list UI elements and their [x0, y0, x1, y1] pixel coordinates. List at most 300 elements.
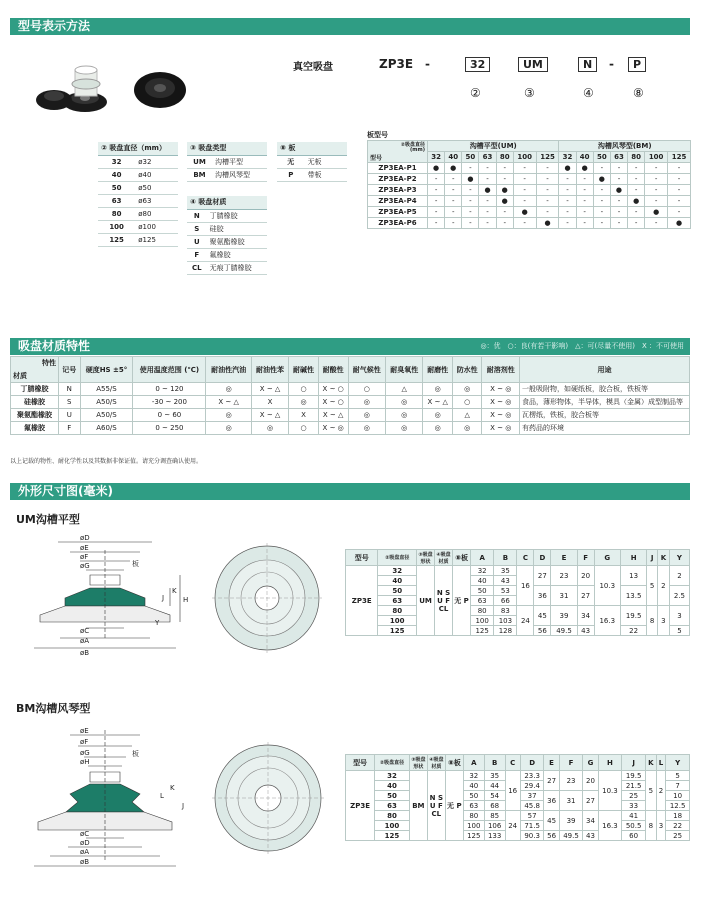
dim-y: 10: [666, 791, 690, 801]
model-code: [293, 58, 693, 72]
option-label: 无痕丁腈橡胶: [207, 261, 267, 274]
um-mark: -: [536, 174, 559, 185]
um-mark: -: [479, 196, 496, 207]
dim-a: 63: [463, 801, 484, 811]
material-name: 聚氨酯橡胶: [11, 409, 59, 422]
dim-j: 19.5: [622, 771, 646, 781]
table-cell: N: [59, 383, 81, 396]
table-cell: ◎: [206, 383, 251, 396]
code-number-material: ④: [583, 86, 594, 100]
table-cell: ◎: [385, 409, 422, 422]
code-sep-2: -: [609, 57, 614, 71]
dim-b: 128: [494, 626, 517, 636]
plate-model-table: [367, 140, 691, 229]
table-cell: ◎: [348, 396, 385, 409]
column-header: Y: [666, 755, 690, 771]
um-mark: -: [513, 218, 536, 229]
um-mark: -: [496, 218, 513, 229]
material-table: [187, 196, 267, 275]
column-header: 耐油性苯: [251, 357, 288, 383]
table-row: [187, 261, 267, 274]
bm-dim-label: øH: [80, 758, 90, 766]
section-header-material: [10, 338, 690, 355]
size-value: 40: [378, 576, 417, 586]
um-top-view: [212, 543, 322, 653]
um-mark: -: [462, 196, 479, 207]
dim-l: 3: [656, 811, 666, 841]
bm-mark: ●: [559, 163, 576, 174]
size-value: 32: [378, 566, 417, 576]
bm-mark: -: [645, 196, 668, 207]
um-mark: -: [462, 218, 479, 229]
corner-top: ②吸盘直径: [400, 142, 425, 148]
dim-b: 103: [494, 616, 517, 626]
table-cell: ○: [289, 422, 319, 435]
option-label: ø63: [135, 194, 178, 207]
size-header: 32: [559, 152, 576, 163]
bm-mark: -: [645, 163, 668, 174]
um-dim-label: øF: [80, 553, 89, 561]
column-header: B: [494, 550, 517, 566]
dim-b: 83: [494, 606, 517, 616]
table-row: [368, 207, 691, 218]
size-value: 63: [375, 801, 410, 811]
dim-d: 90.3: [520, 831, 544, 841]
size-header: 63: [610, 152, 627, 163]
column-header: E: [551, 550, 577, 566]
bm-dim-label: øD: [80, 839, 90, 847]
size-value: 32: [375, 771, 410, 781]
bm-mark: -: [628, 207, 645, 218]
bm-mark: -: [645, 185, 668, 196]
product-photo: [30, 50, 190, 130]
material-name: 氟橡胶: [11, 422, 59, 435]
um-mark: -: [536, 207, 559, 218]
dim-e: 27: [544, 771, 559, 791]
diameter-title: ② 吸盘直径（mm）: [98, 142, 178, 155]
code-number-diameter: ②: [470, 86, 481, 100]
table-row: [368, 163, 691, 174]
dim-b: 35: [484, 771, 505, 781]
table-cell: X ~ ○: [318, 396, 348, 409]
table-cell: A50/S: [80, 409, 133, 422]
dim-j: 5: [647, 566, 658, 606]
column-header: ⑧板: [445, 755, 463, 771]
column-header: 防水性: [452, 357, 482, 383]
bm-mark: -: [576, 174, 593, 185]
um-mark: -: [513, 163, 536, 174]
table-cell: X ~ ◎: [482, 383, 520, 396]
table-row: [98, 220, 178, 233]
size-header: 100: [645, 152, 668, 163]
dim-h: 10.3: [598, 771, 622, 811]
section-header-dimensions: [10, 483, 690, 500]
um-mark: -: [428, 185, 445, 196]
spec-plate: 无 P: [453, 566, 471, 636]
bm-mark: -: [559, 185, 576, 196]
size-header: 125: [668, 152, 691, 163]
bm-mark: -: [628, 218, 645, 229]
dim-d: 71.5: [520, 821, 544, 831]
table-cell: -30 ~ 200: [133, 396, 206, 409]
table-cell: 一般吸附物，如硬纸板，胶合板，铁板等: [520, 383, 690, 396]
dim-e: 31: [551, 586, 577, 606]
um-mark: -: [513, 196, 536, 207]
bm-mark: -: [576, 196, 593, 207]
um-mark: -: [536, 163, 559, 174]
option-label: 带板: [305, 168, 347, 181]
dim-f: 27: [577, 586, 594, 606]
table-cell: ◎: [251, 422, 288, 435]
um-title: UM沟槽平型: [16, 513, 80, 526]
column-header: C: [517, 550, 534, 566]
option-code: 63: [98, 194, 135, 207]
um-mark: -: [496, 174, 513, 185]
bm-mark: -: [593, 207, 610, 218]
table-row: [187, 168, 267, 181]
size-header: 40: [576, 152, 593, 163]
option-code: 100: [98, 220, 135, 233]
bm-mark: -: [645, 174, 668, 185]
dim-y: 7: [666, 781, 690, 791]
dim-k: 3: [657, 606, 669, 636]
dim-h: 19.5: [620, 606, 646, 626]
bm-mark: -: [576, 218, 593, 229]
dim-h: 16.3: [598, 811, 622, 841]
table-row: [187, 209, 267, 222]
option-code: CL: [187, 261, 207, 274]
table-cell: X ~ ◎: [482, 409, 520, 422]
dim-j: 60: [622, 831, 646, 841]
plate-table: [277, 142, 347, 182]
column-header: F: [577, 550, 594, 566]
table-row: [98, 207, 178, 220]
um-dimension-table: [345, 549, 690, 636]
table-row: [98, 194, 178, 207]
bm-mark: -: [645, 218, 668, 229]
bm-mark: -: [610, 196, 627, 207]
table-cell: F: [59, 422, 81, 435]
bm-section-drawing: [20, 720, 200, 880]
um-mark: -: [462, 163, 479, 174]
corner-bottom: 材质: [13, 372, 27, 380]
table-cell: X: [251, 396, 288, 409]
dim-y: 22: [666, 821, 690, 831]
table-cell: X ~ △: [318, 409, 348, 422]
table-cell: ◎: [289, 396, 319, 409]
bm-dim-label: J: [182, 802, 185, 810]
um-mark: -: [536, 196, 559, 207]
um-dim-label: øB: [80, 649, 90, 657]
table-row: [346, 606, 690, 616]
dim-b: 133: [484, 831, 505, 841]
table-cell: 食品，薄形物体，半导体，模具（金属）成型制品等: [520, 396, 690, 409]
bm-mark: -: [559, 207, 576, 218]
dim-h: 22: [620, 626, 646, 636]
dim-y: 25: [666, 831, 690, 841]
dim-j: 33: [622, 801, 646, 811]
size-header: 63: [479, 152, 496, 163]
size-value: 80: [378, 606, 417, 616]
plate-model-name: ZP3EA-P3: [368, 185, 428, 196]
um-section-drawing: [20, 530, 200, 660]
dim-a: 80: [471, 606, 494, 616]
table-cell: X ~ △: [206, 396, 251, 409]
table-row: [368, 174, 691, 185]
code-type: UM: [518, 57, 548, 72]
dim-j: 41: [622, 811, 646, 821]
bm-dim-label: øA: [80, 848, 90, 856]
code-sep: -: [425, 57, 430, 71]
material-title: ④ 吸盘材质: [187, 196, 267, 209]
dim-a: 63: [471, 596, 494, 606]
dim-k: 8: [645, 811, 656, 841]
um-mark: -: [445, 174, 462, 185]
dim-b: 53: [494, 586, 517, 596]
column-header: A: [471, 550, 494, 566]
dim-d: 56: [534, 626, 551, 636]
bm-mark: -: [668, 174, 691, 185]
um-dim-label: H: [183, 596, 189, 604]
dim-g: 43: [583, 831, 598, 841]
column-header: D: [534, 550, 551, 566]
dim-d: 45: [534, 606, 551, 626]
dim-a: 32: [463, 771, 484, 781]
column-header: ④吸盘材质: [429, 756, 444, 770]
dim-e: 36: [544, 791, 559, 811]
option-label: ø40: [135, 168, 178, 181]
code-label: 真空吸盘: [293, 62, 333, 73]
spec-shape: BM: [409, 771, 427, 841]
option-code: N: [187, 209, 207, 222]
dim-l: 2: [656, 771, 666, 811]
option-code: F: [187, 248, 207, 261]
dim-g: 20: [583, 771, 598, 791]
table-row: [11, 409, 690, 422]
dim-a: 50: [471, 586, 494, 596]
bm-mark: -: [559, 196, 576, 207]
table-cell: ○: [348, 383, 385, 396]
um-mark: ●: [496, 185, 513, 196]
section-title: 吸盘材质特性: [18, 339, 91, 353]
dim-y: 2.5: [669, 586, 689, 606]
table-row: [11, 383, 690, 396]
table-cell: 有药品的环境: [520, 422, 690, 435]
code-prefix: ZP3E: [379, 57, 414, 71]
option-label: 聚氨酯橡胶: [207, 235, 267, 248]
table-cell: △: [452, 409, 482, 422]
table-row: [98, 168, 178, 181]
dim-a: 50: [463, 791, 484, 801]
dim-y: 18: [666, 811, 690, 821]
spec-shape: UM: [417, 566, 435, 636]
table-cell: ◎: [423, 422, 453, 435]
section-title: 型号表示方法: [18, 19, 91, 33]
table-cell: 0 ~ 60: [133, 409, 206, 422]
size-header: 80: [628, 152, 645, 163]
bm-mark: -: [576, 207, 593, 218]
dim-b: 44: [484, 781, 505, 791]
section-header-model: [10, 18, 690, 35]
bm-mark: -: [593, 163, 610, 174]
option-label: ø125: [135, 233, 178, 246]
um-dim-label: Y: [155, 619, 160, 627]
um-dim-label: øD: [80, 534, 90, 542]
table-row: [346, 771, 690, 781]
table-row: [187, 222, 267, 235]
column-header: B: [484, 755, 505, 771]
um-mark: ●: [462, 174, 479, 185]
table-cell: X ~ ◎: [482, 422, 520, 435]
table-cell: X ~ △: [251, 409, 288, 422]
bm-mark: ●: [576, 163, 593, 174]
um-mark: -: [496, 207, 513, 218]
plate-title: ⑧ 板: [277, 142, 347, 155]
spec-mats: N S U F CL: [435, 566, 453, 636]
um-mark: -: [428, 174, 445, 185]
column-header: H: [620, 550, 646, 566]
bm-mark: -: [593, 185, 610, 196]
dim-h: 13.5: [620, 586, 646, 606]
um-mark: ●: [428, 163, 445, 174]
dim-f: 43: [577, 626, 594, 636]
column-header: 耐磨性: [423, 357, 453, 383]
code-number-plate: ⑧: [633, 86, 644, 100]
dim-y: 3: [669, 606, 689, 626]
plate-model-name: ZP3EA-P2: [368, 174, 428, 185]
bm-mark: -: [628, 185, 645, 196]
um-plate-label: 板: [132, 560, 139, 568]
column-header: 耐气候性: [348, 357, 385, 383]
bm-mark: ●: [645, 207, 668, 218]
um-mark: ●: [479, 185, 496, 196]
dim-b: 54: [484, 791, 505, 801]
um-mark: -: [428, 207, 445, 218]
dim-k: 5: [645, 771, 656, 811]
plate-model-name: ZP3EA-P4: [368, 196, 428, 207]
dim-y: 12.5: [666, 801, 690, 811]
column-header: C: [505, 755, 520, 771]
code-diameter: 32: [465, 57, 490, 72]
option-label: ø80: [135, 207, 178, 220]
dim-f: 23: [559, 771, 583, 791]
dim-y: 5: [669, 626, 689, 636]
material-corner: [11, 357, 59, 383]
dim-f: 39: [559, 811, 583, 831]
table-cell: ◎: [423, 409, 453, 422]
dim-y: 2: [669, 566, 689, 586]
table-row: [277, 155, 347, 168]
column-header: 型号: [346, 755, 375, 771]
um-mark: -: [445, 196, 462, 207]
column-header: K: [645, 755, 656, 771]
table-cell: ○: [289, 383, 319, 396]
table-cell: ◎: [385, 422, 422, 435]
column-header: 用途: [520, 357, 690, 383]
column-header: 型号: [346, 550, 378, 566]
table-cell: X ~ △: [423, 396, 453, 409]
bm-mark: -: [668, 163, 691, 174]
table-cell: A50/S: [80, 396, 133, 409]
column-header: ⑧板: [453, 550, 471, 566]
dim-e: 39: [551, 606, 577, 626]
size-header: 100: [513, 152, 536, 163]
column-header: K: [657, 550, 669, 566]
table-row: [346, 811, 690, 821]
dim-d: 57: [520, 811, 544, 821]
dim-b: 35: [494, 566, 517, 576]
column-header: 耐酸性: [318, 357, 348, 383]
code-plate: P: [628, 57, 646, 72]
um-group-header: 沟槽平型(UM): [428, 141, 559, 152]
size-value: 125: [378, 626, 417, 636]
bm-dim-label: øE: [80, 727, 89, 735]
um-dim-label: øG: [80, 562, 90, 570]
dim-f: 34: [577, 606, 594, 626]
um-mark: -: [496, 163, 513, 174]
option-code: 80: [98, 207, 135, 220]
dim-a: 80: [463, 811, 484, 821]
column-header: 耐油性汽油: [206, 357, 251, 383]
column-header: 耐碱性: [289, 357, 319, 383]
table-row: [11, 422, 690, 435]
option-code: UM: [187, 155, 212, 168]
um-mark: -: [428, 196, 445, 207]
size-value: 50: [375, 791, 410, 801]
size-header: 40: [445, 152, 462, 163]
type-table: [187, 142, 267, 182]
size-header: 32: [428, 152, 445, 163]
bm-mark: -: [610, 174, 627, 185]
table-cell: ◎: [348, 422, 385, 435]
bm-mark: -: [559, 218, 576, 229]
plate-model-title: 板型号: [367, 131, 388, 139]
um-mark: -: [479, 218, 496, 229]
option-label: 无板: [305, 155, 347, 168]
table-cell: ◎: [385, 396, 422, 409]
column-header: 耐臭氧性: [385, 357, 422, 383]
table-cell: ◎: [423, 383, 453, 396]
bm-mark: -: [576, 185, 593, 196]
bm-mark: -: [610, 163, 627, 174]
table-row: [187, 235, 267, 248]
option-code: S: [187, 222, 207, 235]
table-row: [368, 196, 691, 207]
table-row: [98, 233, 178, 246]
dim-b: 43: [494, 576, 517, 586]
option-label: ø100: [135, 220, 178, 233]
spec-plate: 无 P: [445, 771, 463, 841]
size-header: 125: [536, 152, 559, 163]
dim-a: 40: [471, 576, 494, 586]
bm-dim-label: L: [160, 792, 164, 800]
bm-mark: ●: [610, 185, 627, 196]
plate-model-name: ZP3EA-P6: [368, 218, 428, 229]
bm-mark: ●: [628, 196, 645, 207]
rating-legend: ◎：优 ○：良(有若干影响) △：可(尽量不使用) X ：不可使用: [480, 342, 684, 350]
material-name: 硅橡胶: [11, 396, 59, 409]
column-header: ②吸盘直径: [378, 550, 417, 566]
size-value: 80: [375, 811, 410, 821]
um-mark: -: [445, 185, 462, 196]
table-row: [368, 218, 691, 229]
dim-d: 29.4: [520, 781, 544, 791]
dim-g: 34: [583, 811, 598, 831]
table-cell: ◎: [206, 409, 251, 422]
table-cell: ○: [452, 396, 482, 409]
table-cell: A55/S: [80, 383, 133, 396]
column-header: H: [598, 755, 622, 771]
